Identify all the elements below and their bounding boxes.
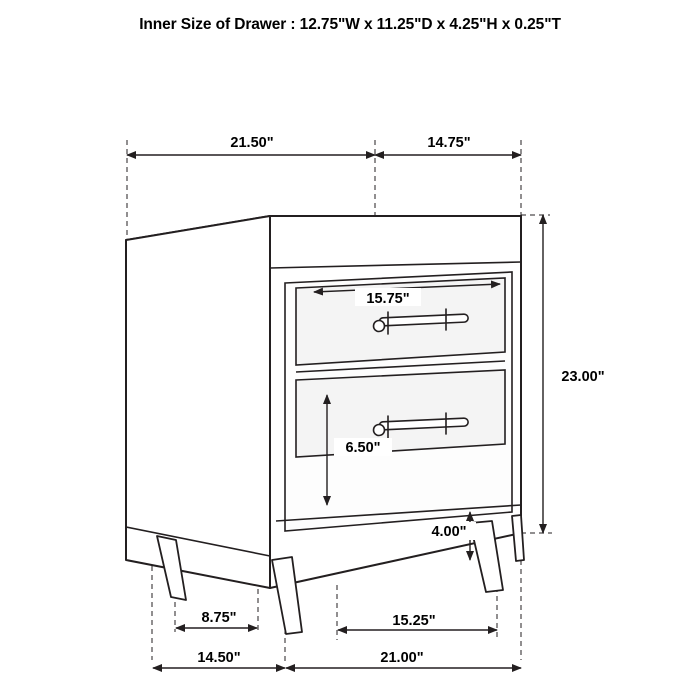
label-leg-height: 4.00" [431,524,467,540]
label-top-front-width: 21.50" [230,135,274,151]
cabinet-left-side [126,216,270,588]
leg-back-right [512,515,524,561]
label-bottom-right-width: 21.00" [380,650,424,666]
label-top-drawer-width: 15.75" [366,291,410,307]
label-front-base-width: 15.25" [392,613,436,629]
label-top-side-depth: 14.75" [427,135,471,151]
label-overall-height: 23.00" [561,369,605,385]
handle-upper-knob [374,321,385,332]
label-bottom-drawer-height: 6.50" [345,440,381,456]
page-title: Inner Size of Drawer : 12.75"W x 11.25"D x 4.25"H x 0.25"T [139,16,561,33]
label-side-base-width: 8.75" [201,610,237,626]
label-bottom-left-width: 14.50" [197,650,241,666]
handle-lower-knob [374,425,385,436]
